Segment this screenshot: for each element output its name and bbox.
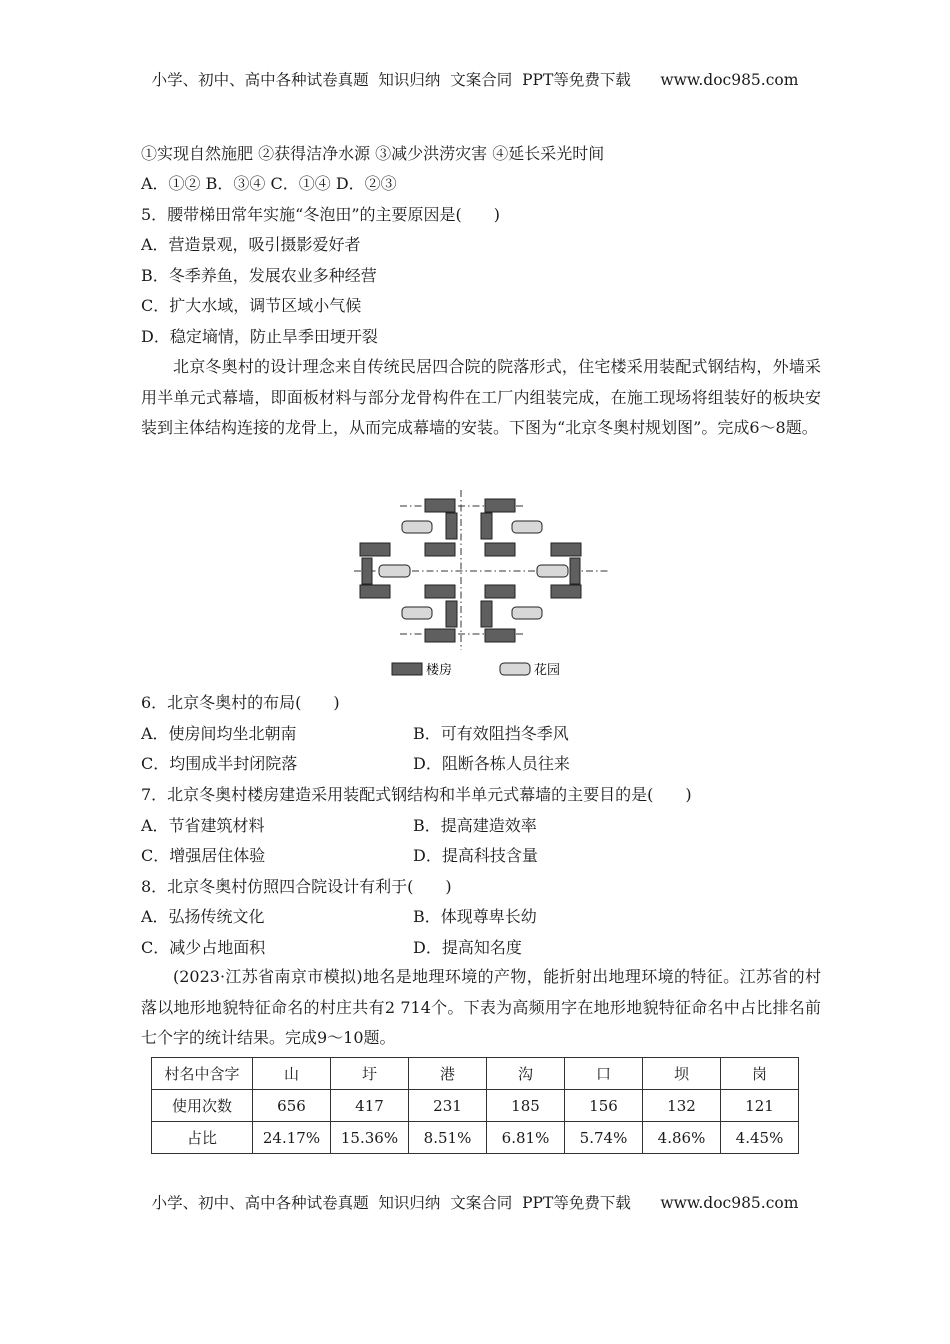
legend-garden-label: 花园 (534, 663, 561, 678)
q7-stem: 7．北京冬奥村楼房建造采用装配式钢结构和半单元式幕墙的主要目的是( ) (141, 785, 692, 804)
table-cell: 沟 (487, 1058, 565, 1090)
building-block (485, 629, 515, 642)
page-footer: 小学、初中、高中各种试卷真题 知识归纳 文案合同 PPT等免费下载 www.doc985.com (151, 1194, 799, 1212)
building-block (425, 543, 455, 556)
q5-option-a: A．营造景观，吸引摄影爱好者 (141, 235, 361, 254)
table-cell: 4.86% (643, 1122, 721, 1154)
garden-patch (379, 565, 410, 577)
table-row-header: 使用次数 (152, 1090, 253, 1122)
table-row-header: 占比 (152, 1122, 253, 1154)
passage-jiangsu-placenames-text: (2023·江苏省南京市模拟)地名是地理环境的产物，能折射出地理环境的特征。江苏省的村落以地形地貌特征命名的村庄共有2 714个。下表为高频用字在地形地貌特征命名中占比排名前七个字的统计结果。完成9～10题。 (141, 967, 821, 1047)
olympic-village-plan-figure (348, 490, 613, 685)
garden-patch (537, 565, 568, 577)
q4-items: ①实现自然施肥 ②获得洁净水源 ③减少洪涝灾害 ④延长采光时间 (141, 144, 605, 163)
q8-option-c: C．减少占地面积 (141, 938, 266, 957)
legend-building-label: 楼房 (426, 663, 453, 678)
table-cell: 121 (721, 1090, 799, 1122)
placename-stats-table (151, 1057, 799, 1154)
table-row (152, 1122, 799, 1154)
q8-option-b: B．体现尊卑长幼 (413, 907, 537, 926)
building-block (425, 629, 455, 642)
passage-olympic-village-text: 北京冬奥村的设计理念来自传统民居四合院的院落形式，住宅楼采用装配式钢结构，外墙采用半单元式幕墙，即面板材料与部分龙骨构件在工厂内组装完成，在施工现场将组装好的板块安装到主体结构连接的龙骨上，从而完成幕墙的安装。下图为“北京冬奥村规划图”。完成6～8题。 (141, 357, 821, 437)
garden-patch (512, 521, 542, 533)
building-block (570, 558, 580, 584)
passage-jiangsu-placenames (141, 962, 821, 1054)
table-cell: 185 (487, 1090, 565, 1122)
legend-building-swatch (392, 663, 422, 675)
q7-option-c: C．增强居住体验 (141, 846, 266, 865)
garden-patch (512, 607, 542, 619)
table-cell: 417 (331, 1090, 409, 1122)
table-cell: 坝 (643, 1058, 721, 1090)
q4-options: A．①② B．③④ C．①④ D．②③ (141, 174, 397, 193)
q7-option-a: A．节省建筑材料 (141, 816, 265, 835)
table-cell: 5.74% (565, 1122, 643, 1154)
building-block (481, 513, 492, 539)
table-cell: 山 (253, 1058, 331, 1090)
building-block (481, 601, 492, 627)
building-block (362, 558, 372, 584)
table-cell: 231 (409, 1090, 487, 1122)
q5-option-d: D．稳定墒情，防止旱季田埂开裂 (141, 327, 378, 346)
q7-option-b: B．提高建造效率 (413, 816, 537, 835)
table-row (152, 1090, 799, 1122)
table-row-header: 村名中含字 (152, 1058, 253, 1090)
table-cell: 6.81% (487, 1122, 565, 1154)
building-block (425, 499, 455, 512)
q6-option-b: B．可有效阻挡冬季风 (413, 724, 569, 743)
table-cell: 132 (643, 1090, 721, 1122)
building-block (551, 543, 581, 556)
building-block (360, 585, 390, 598)
garden-patch (402, 607, 432, 619)
table-cell: 港 (409, 1058, 487, 1090)
table-cell: 24.17% (253, 1122, 331, 1154)
building-block (485, 499, 515, 512)
table-cell: 656 (253, 1090, 331, 1122)
table-row (152, 1058, 799, 1090)
gardens-group (379, 521, 568, 619)
table-cell: 156 (565, 1090, 643, 1122)
q6-option-d: D．阻断各栋人员往来 (413, 754, 570, 773)
plan-map (348, 490, 613, 685)
q8-option-a: A．弘扬传统文化 (141, 907, 265, 926)
q7-option-d: D．提高科技含量 (413, 846, 538, 865)
building-block (425, 585, 455, 598)
building-block (551, 585, 581, 598)
garden-patch (402, 521, 432, 533)
q5-option-b: B．冬季养鱼，发展农业多种经营 (141, 266, 377, 285)
q6-stem: 6．北京冬奥村的布局( ) (141, 693, 340, 712)
building-block (446, 513, 457, 539)
building-block (360, 543, 390, 556)
table-cell: 口 (565, 1058, 643, 1090)
table-cell: 8.51% (409, 1122, 487, 1154)
q8-stem: 8．北京冬奥村仿照四合院设计有利于( ) (141, 877, 452, 896)
table-cell: 岗 (721, 1058, 799, 1090)
q8-option-d: D．提高知名度 (413, 938, 522, 957)
q6-option-a: A．使房间均坐北朝南 (141, 724, 297, 743)
q6-option-c: C．均围成半封闭院落 (141, 754, 298, 773)
building-block (485, 543, 515, 556)
building-block (485, 585, 515, 598)
legend-garden-swatch (500, 663, 530, 675)
building-block (446, 601, 457, 627)
table-cell: 圩 (331, 1058, 409, 1090)
table-cell: 4.45% (721, 1122, 799, 1154)
q5-option-c: C．扩大水域，调节区域小气候 (141, 296, 362, 315)
table-cell: 15.36% (331, 1122, 409, 1154)
page-header: 小学、初中、高中各种试卷真题 知识归纳 文案合同 PPT等免费下载 www.doc985.com (151, 71, 799, 89)
q5-stem: 5．腰带梯田常年实施“冬泡田”的主要原因是( ) (141, 205, 501, 224)
passage-olympic-village (141, 352, 821, 444)
